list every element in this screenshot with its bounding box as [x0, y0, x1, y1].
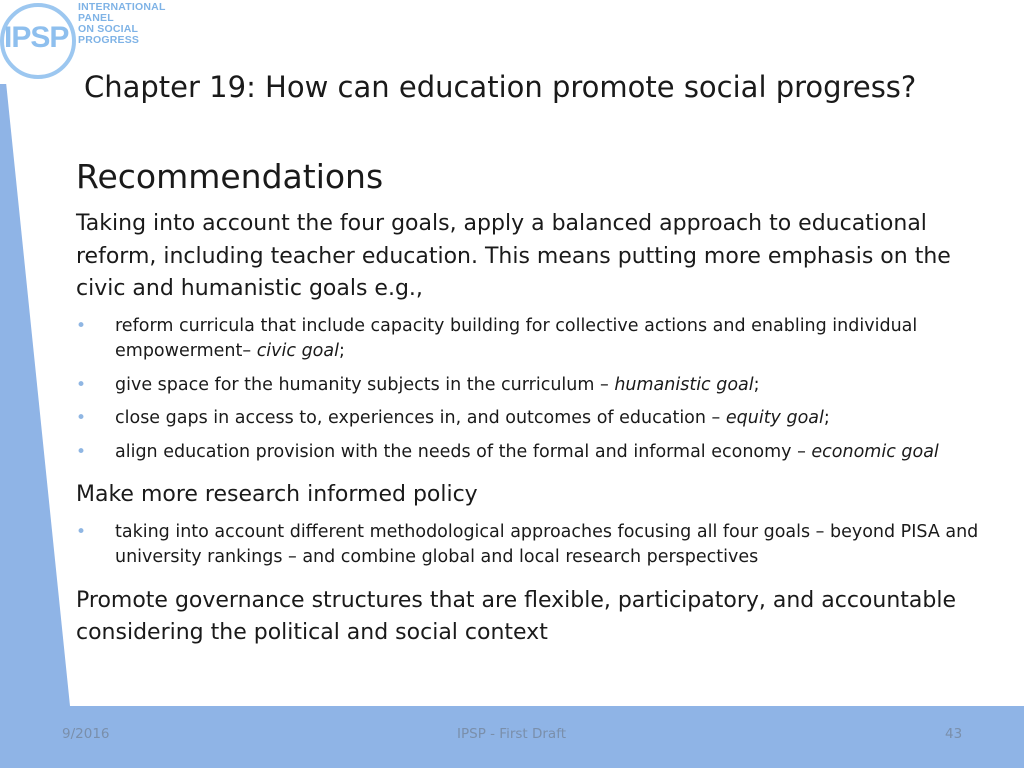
- list-item-goal: civic goal: [256, 341, 339, 361]
- slide-number: 43: [945, 726, 963, 742]
- bullet-icon: •: [76, 521, 87, 542]
- bullet-icon: •: [76, 315, 87, 336]
- bullet-icon: •: [76, 441, 87, 462]
- footer-date: 9/2016: [62, 726, 110, 742]
- logo-name: [78, 2, 190, 46]
- bullet-icon: •: [76, 374, 87, 395]
- governance-paragraph: Promote governance structures that are flexible, participatory, and accountable considering the political and social context: [76, 587, 956, 645]
- slide-footer: [0, 706, 1024, 768]
- list-item-goal: economic goal: [811, 441, 939, 462]
- research-paragraph: Make more research informed policy: [76, 482, 478, 507]
- logo-abbreviation: IPSP: [4, 21, 69, 54]
- list-item: [76, 520, 986, 571]
- research-list: [76, 520, 986, 571]
- list-item-goal: humanistic goal: [614, 374, 754, 395]
- intro-paragraph: Taking into account the four goals, apply a balanced approach to educational reform, including teacher education. This means putting more emphasis on the civic and humanistic goals e.g.,: [76, 211, 951, 301]
- list-item-end: ;: [823, 408, 830, 428]
- footer-label: IPSP - First Draft: [457, 726, 567, 742]
- recommendations-list: [76, 314, 986, 466]
- left-blue-band: [0, 82, 70, 706]
- logo-name-line-2: ON SOCIAL PROGRESS: [78, 23, 140, 46]
- list-item-text: taking into account different methodological approaches focusing all four goals – beyond PISA and university rankings – and combine global and local research perspectives: [115, 521, 979, 567]
- list-item-text: reform curricula that include capacity building for collective actions and enabling individual empowerment–: [115, 315, 918, 361]
- logo-name-line-1: INTERNATIONAL PANEL: [78, 1, 166, 24]
- list-item: [76, 314, 986, 365]
- slide-body: [76, 156, 986, 658]
- list-item: [76, 406, 986, 432]
- slide-title: Chapter 19: How can education promote social progress?: [84, 70, 917, 104]
- list-item-end: ;: [338, 341, 345, 361]
- list-item-text: close gaps in access to, experiences in, and outcomes of education –: [115, 408, 726, 428]
- list-item-goal: equity goal: [725, 408, 824, 428]
- list-item-text: give space for the humanity subjects in the curriculum –: [115, 374, 615, 395]
- list-item-text: align education provision with the needs of the formal and informal economy –: [115, 441, 812, 462]
- section-heading: Recommendations: [76, 157, 384, 196]
- bullet-icon: •: [76, 408, 87, 428]
- list-item: [76, 373, 986, 399]
- list-item-end: ;: [753, 374, 760, 395]
- list-item: [76, 440, 986, 466]
